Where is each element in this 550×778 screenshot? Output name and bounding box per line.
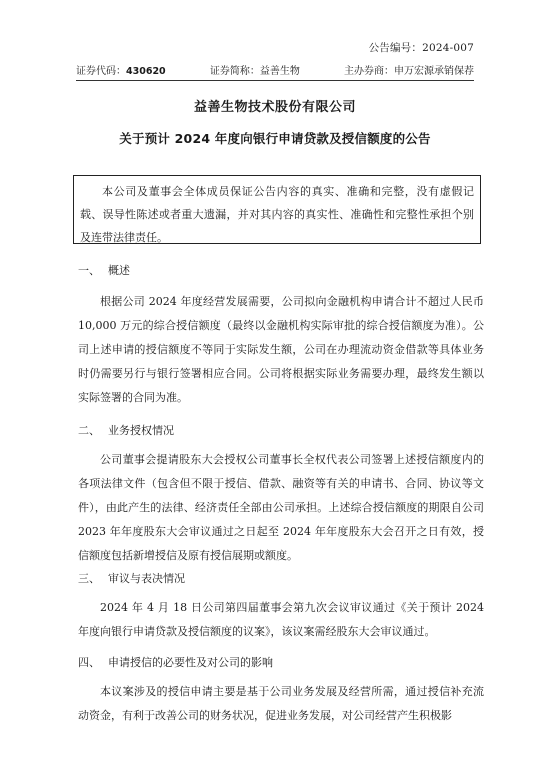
section-number: 二、 [78,424,100,437]
sponsor-field: 主办券商：申万宏源承销保荐 [343,66,474,77]
section-number: 三、 [78,572,100,585]
section-paragraph-3: 2024 年 4 月 18 日公司第四届董事会第九次会议审议通过《关于预计 2024 年度向银行申请贷款及授信额度的议案》，该议案需经股东大会审议通过。 [78,601,484,638]
section-heading-3 [78,570,480,586]
announcement-title: 关于预计 2024 年度向银行申请贷款及授信额度的公告 [119,131,431,146]
header-divider [76,80,474,81]
disclaimer-box: 本公司及董事会全体成员保证公告内容的真实、准确和完整，没有虚假记载、误导性陈述或者重大遗漏，并对其内容的真实性、准确性和完整性承担个别及连带法律责任。 [73,175,481,244]
section-paragraph-1: 根据公司 2024 年度经营发展需要，公司拟向金融机构申请合计不超过人民币 10,000 万元的综合授信额度（最终以金融机构实际审批的综合授信额度为准）。公司上述申请的授信额度不等同于实际发生额，公司在办理流动资金借款等具体业务时仍需要另行与银行签署相应合同。公司将根据实际业务需要办理，最终发生额以实际签署的合同为准。 [78,295,484,404]
stock-code-field [76,62,166,77]
document-meta-row [76,62,474,77]
stock-code-value: 430620 [126,66,166,77]
stock-code-label: 证券代码： [76,66,126,77]
section-heading-text: 审议与表决情况 [108,572,185,585]
section-heading-text: 概述 [108,264,130,277]
section-paragraph-2: 公司董事会提请股东大会授权公司董事长全权代表公司签署上述授信额度内的各项法律文件（包含但不限于授信、借款、融资等有关的申请书、合同、协议等文件），由此产生的法律、经济责任全部由公司承担。上述综合授信额度的期限自公司 2023 年年度股东大会审议通过之日起至 2024 年年度股东大会召开之日有效，授信额度包括新增授信及原有授信展期或额度。 [78,453,484,562]
section-number: 一、 [78,264,100,277]
section-number: 四、 [78,656,100,669]
section-paragraph-4: 本议案涉及的授信申请主要是基于公司业务发展及经营所需，通过授信补充流动资金，有利于改善公司的财务状况，促进业务发展，对公司经营产生积极影 [78,685,484,722]
section-heading-4 [78,654,480,670]
section-heading-1 [78,262,480,278]
company-name: 益善生物技术股份有限公司 [193,100,356,115]
section-heading-2 [78,422,480,438]
section-heading-text: 申请授信的必要性及对公司的影响 [108,656,273,669]
section-heading-text: 业务授权情况 [108,424,174,437]
stock-name-field: 证券简称：益善生物 [209,66,300,77]
announcement-number: 公告编号：2024-007 [368,42,474,54]
